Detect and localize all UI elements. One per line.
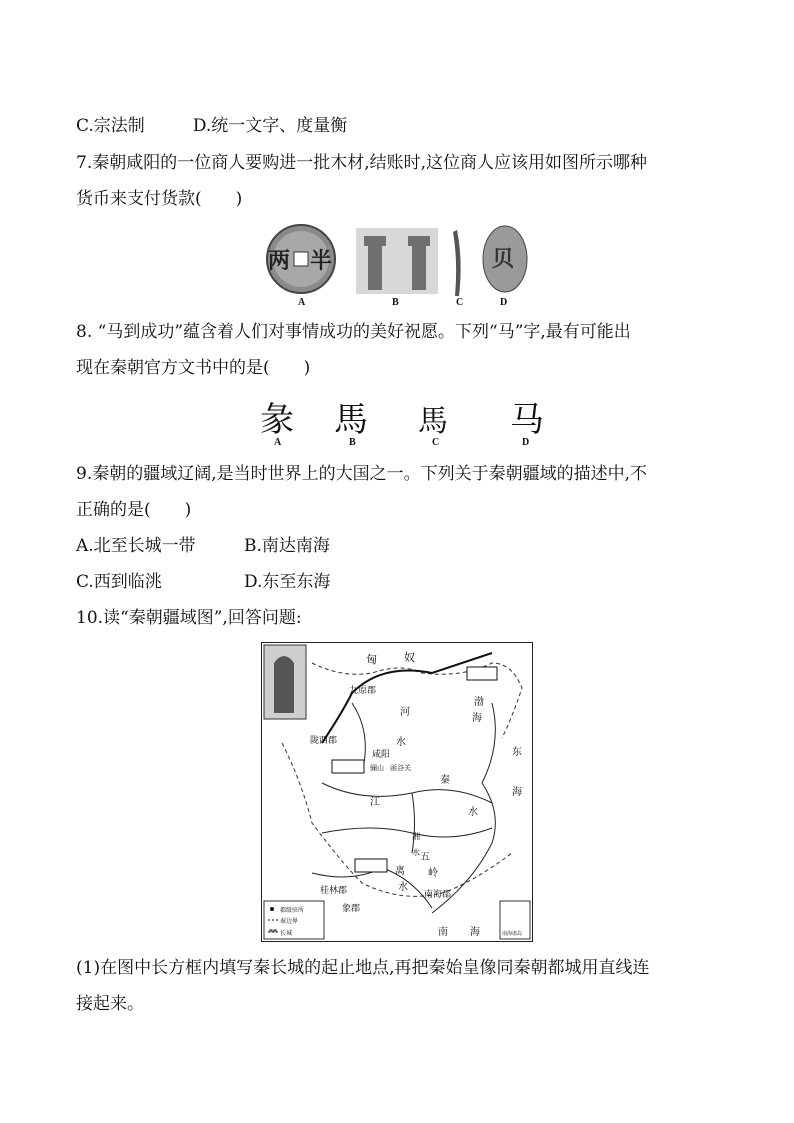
label-xiongnu-1: 匈 — [366, 653, 377, 666]
label-jiang-shui: 水 — [468, 807, 478, 818]
label-lishan: 骊山 — [370, 764, 384, 772]
glyph-label-a: A — [274, 437, 282, 448]
q8-line1: 8. “马到成功”蕴含着人们对事情成功的美好祝愿。下列“马”字,最有可能出 — [76, 322, 631, 342]
q9-option-b: B.南达南海 — [244, 536, 330, 556]
q9-options-cd — [76, 570, 330, 594]
q10-title: 10.读“秦朝疆域图”,回答问题: — [76, 608, 302, 628]
label-dong-hai: 海 — [512, 787, 522, 798]
coin-label-a: A — [298, 297, 306, 308]
label-xiongnu-2: 奴 — [404, 651, 415, 664]
q10-sub1-line2: 接起来。 — [76, 994, 144, 1014]
legend-jun: 郡级驻所 — [280, 907, 305, 914]
coin-d-char: 贝 — [492, 246, 515, 271]
glyph-a: 彖 — [260, 400, 294, 440]
coin-a-char-1: 两 — [268, 248, 291, 273]
label-xianyang: 咸阳 — [372, 750, 391, 760]
glyph-c: 馬 — [418, 404, 448, 439]
q9-line2: 正确的是( ) — [76, 500, 192, 520]
option-c: C.宗法制 — [76, 116, 145, 136]
q9-options-ab — [76, 534, 330, 558]
glyph-label-d: D — [522, 437, 530, 448]
coin-label-c: C — [456, 297, 464, 308]
label-dong: 东 — [512, 747, 522, 758]
q9-option-c: C.西到临洮 — [76, 572, 162, 592]
label-ling: 岭 — [428, 868, 438, 879]
glyph-d: 马 — [510, 401, 544, 439]
q9-option-a: A.北至长城一带 — [76, 536, 196, 556]
label-li: 离 — [395, 866, 405, 877]
label-bo-hai: 海 — [472, 713, 482, 724]
q9-option-d: D.东至东海 — [244, 572, 331, 592]
label-wu: 五 — [420, 852, 430, 863]
label-nan-hai: 海 — [470, 927, 480, 938]
option-d: D.统一文字、度量衡 — [192, 116, 348, 136]
map-lines — [262, 643, 531, 940]
label-xiangjun: 象郡 — [342, 904, 361, 914]
inset-label: 南海诸岛 — [502, 931, 523, 937]
q7-line2: 货币来支付货款( ) — [76, 189, 243, 209]
q10-sub1-line1: (1)在图中长方框内填写秦长城的起止地点,再把秦始皇像同秦朝都城用直线连 — [76, 958, 650, 978]
label-qin: 秦 — [440, 775, 450, 786]
label-hanguguan: 函谷关 — [390, 764, 411, 772]
label-guilin: 桂林郡 — [320, 886, 348, 896]
coin-figure — [260, 222, 540, 312]
label-nanhaijun: 南海郡 — [424, 890, 452, 900]
q9-line1: 9.秦朝的疆域辽阔,是当时世界上的大国之一。下列关于秦朝疆域的描述中,不 — [76, 464, 648, 484]
label-jiang: 江 — [370, 797, 380, 808]
label-xiang-shui: 水 — [412, 848, 420, 857]
label-xiang: 湘 — [412, 832, 420, 841]
glyph-b: 馬 — [334, 400, 368, 440]
q8-line2: 现在秦朝官方文书中的是( ) — [76, 358, 311, 378]
qin-territory-map — [261, 642, 533, 942]
label-longxi: 陇西郡 — [310, 736, 338, 746]
glyph-label-b: B — [349, 437, 356, 448]
label-bo: 渤 — [474, 697, 484, 708]
label-jiuyuan: 九原郡 — [349, 686, 377, 696]
coin-label-b: B — [392, 297, 399, 308]
coin-a-char-2: 半 — [310, 248, 333, 273]
q7-line1: 7.秦朝咸阳的一位商人要购进一批木材,结账时,这位商人应该用如图所示哪种 — [76, 153, 648, 173]
label-nan: 南 — [438, 927, 448, 938]
legend-wall: 长城 — [280, 930, 293, 937]
coin-label-d: D — [500, 297, 508, 308]
legend-border: 秦边界 — [280, 918, 299, 925]
q6-options — [76, 114, 347, 138]
label-he: 河 — [400, 707, 410, 718]
label-li-shui: 水 — [398, 882, 408, 893]
glyph-label-c: C — [432, 437, 440, 448]
label-shui: 水 — [396, 737, 406, 748]
